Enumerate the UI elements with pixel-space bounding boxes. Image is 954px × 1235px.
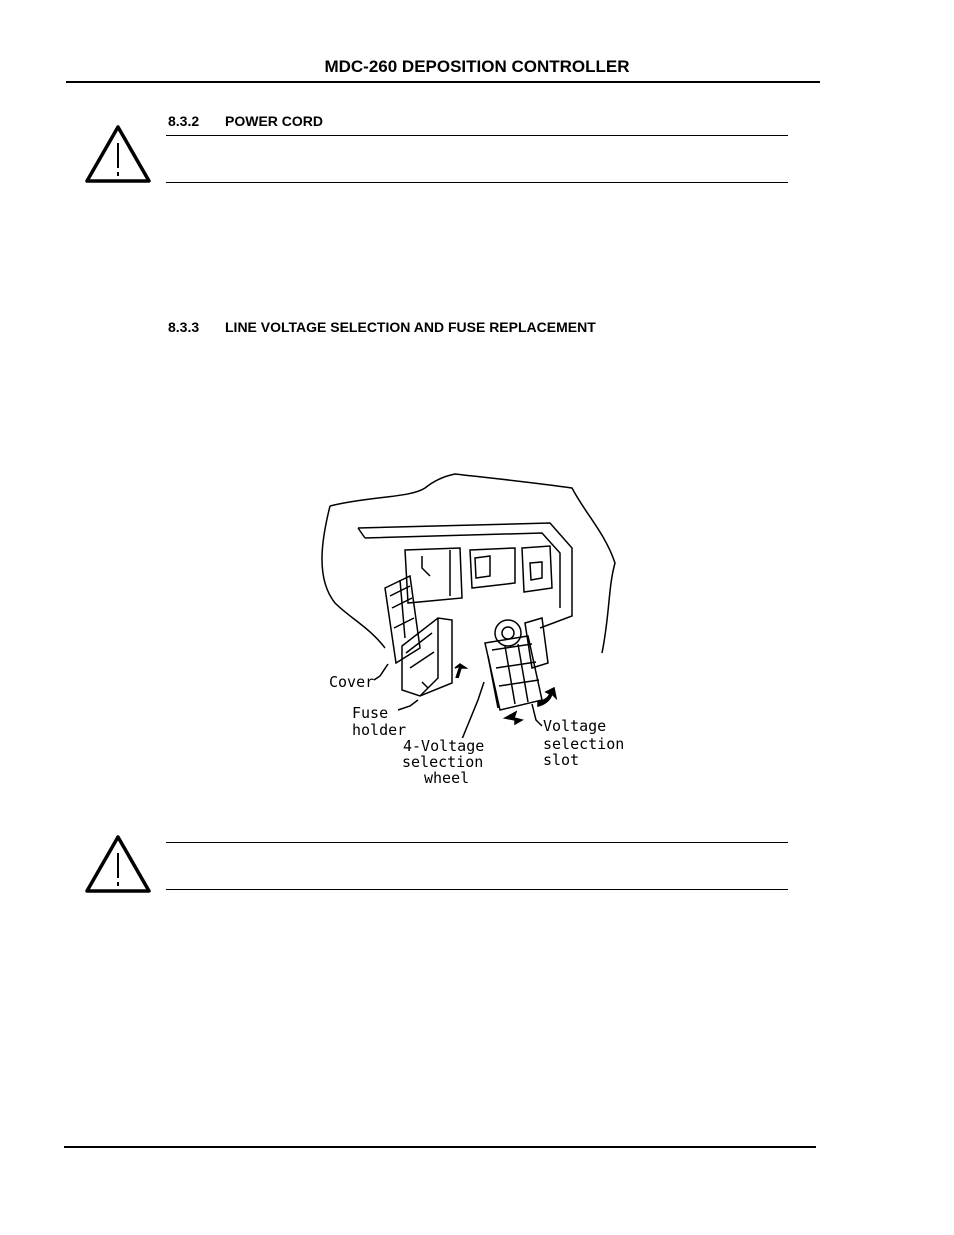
label-wheel-line3: wheel: [424, 769, 470, 787]
section-number: 8.3.2: [168, 113, 200, 129]
label-slot-line2: selection: [543, 735, 625, 753]
label-slot-line3: slot: [543, 751, 580, 769]
label-fuse-holder-line1: Fuse: [352, 704, 389, 722]
warning-triangle-icon: [84, 124, 152, 184]
label-wheel-line2: selection: [402, 753, 484, 771]
footer-rule: [64, 1146, 816, 1148]
voltage-selector-illustration: [310, 468, 620, 738]
header-rule: [66, 81, 820, 83]
page-header-title: MDC-260 DEPOSITION CONTROLLER: [324, 57, 630, 76]
warning-box-top-rule: [166, 135, 788, 136]
label-cover: Cover: [329, 673, 375, 691]
warning-box-top-rule: [166, 842, 788, 843]
warning-box-bottom-rule: [166, 182, 788, 183]
label-wheel-line1: 4-Voltage: [403, 737, 485, 755]
section-title: LINE VOLTAGE SELECTION AND FUSE REPLACEMENT: [225, 319, 596, 335]
label-fuse-holder-line2: holder: [352, 721, 407, 739]
warning-box-bottom-rule: [166, 889, 788, 890]
section-number: 8.3.3: [168, 319, 200, 335]
label-slot-line1: Voltage: [543, 717, 607, 735]
warning-triangle-icon: [84, 834, 152, 894]
section-title: POWER CORD: [225, 113, 323, 129]
